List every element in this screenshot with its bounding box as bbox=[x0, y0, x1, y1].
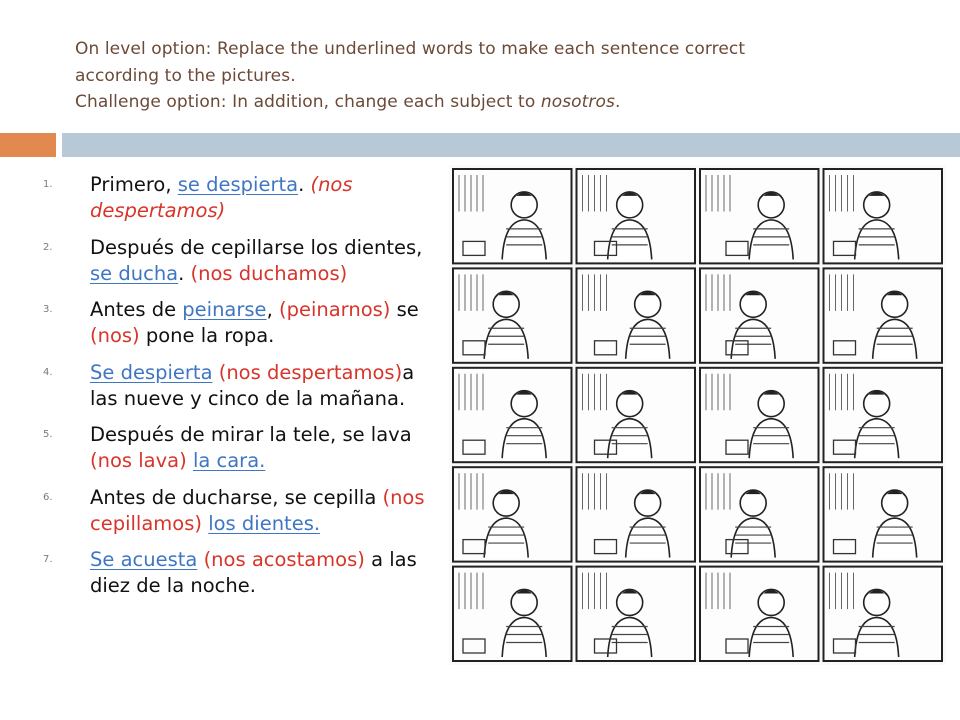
item-number: 6. bbox=[43, 491, 53, 503]
underlined-phrase: se despierta bbox=[177, 173, 299, 196]
comic-panel bbox=[824, 169, 943, 263]
comic-panel bbox=[577, 567, 696, 661]
challenge-subject: nosotros bbox=[540, 92, 615, 112]
item-text: . bbox=[178, 261, 191, 285]
challenge-text: Challenge option: In addition, change each subject to bbox=[75, 92, 541, 112]
instruction-line-2: according to the pictures. bbox=[75, 65, 296, 86]
list-item bbox=[28, 360, 438, 412]
comic-grid-daily-routine-icon bbox=[449, 165, 946, 665]
item-text: a las nueve y cinco de la mañana. bbox=[90, 360, 415, 410]
comic-panel bbox=[453, 169, 572, 263]
sentence-list bbox=[28, 172, 438, 610]
instruction-line-3 bbox=[75, 89, 935, 116]
item-text: a las diez de la noche. bbox=[90, 548, 417, 597]
comic-panel bbox=[700, 368, 819, 462]
item-number: 2. bbox=[43, 241, 53, 253]
underlined-phrase: peinarse bbox=[182, 298, 267, 321]
comic-panel bbox=[824, 567, 943, 661]
underlined-phrase: Se acuesta bbox=[90, 548, 198, 571]
answer-text: (nos despertamos) bbox=[90, 173, 353, 222]
item-text: , bbox=[266, 298, 279, 321]
item-text: se bbox=[390, 298, 419, 321]
item-number: 1. bbox=[43, 179, 53, 190]
list-item bbox=[28, 235, 438, 287]
list-item bbox=[28, 172, 438, 224]
item-number: 7. bbox=[43, 554, 53, 565]
instruction-line-1: On level option: Replace the underlined words to make each sentence correct bbox=[75, 39, 746, 59]
answer-text: (peinarnos) bbox=[278, 298, 391, 321]
underlined-phrase: Se despierta bbox=[90, 360, 213, 384]
comic-grid-picture bbox=[449, 165, 946, 665]
comic-panel bbox=[824, 368, 943, 462]
item-number: 4. bbox=[43, 366, 53, 378]
comic-panel bbox=[453, 467, 572, 561]
comic-panel bbox=[700, 169, 819, 263]
answer-text: (nos lava) bbox=[90, 449, 187, 472]
item-number: 5. bbox=[43, 429, 53, 440]
accent-band-orange bbox=[0, 133, 56, 157]
comic-panel bbox=[577, 368, 696, 462]
answer-text: (nos) bbox=[90, 324, 140, 347]
comic-panel bbox=[577, 169, 696, 263]
answer-text: (nos acostamos) bbox=[203, 548, 365, 571]
comic-panel bbox=[577, 467, 696, 561]
underlined-phrase: la cara. bbox=[192, 449, 266, 472]
answer-text: (nos cepillamos) bbox=[90, 485, 425, 535]
item-text: . bbox=[298, 173, 311, 196]
accent-band-blue bbox=[62, 133, 960, 157]
instructions bbox=[75, 36, 935, 116]
comic-panel bbox=[453, 268, 572, 362]
underlined-phrase: se ducha bbox=[90, 261, 179, 285]
answer-text: (nos despertamos) bbox=[218, 360, 403, 384]
comic-panel bbox=[453, 368, 572, 462]
item-text: Después de cepillarse los dientes, bbox=[90, 235, 423, 259]
comic-panel bbox=[824, 268, 943, 362]
comic-panel bbox=[577, 268, 696, 362]
comic-panel bbox=[824, 467, 943, 561]
item-number: 3. bbox=[43, 304, 53, 315]
comic-panel bbox=[453, 567, 572, 661]
comic-panel bbox=[700, 467, 819, 561]
underlined-phrase: los dientes. bbox=[208, 511, 321, 535]
list-item bbox=[28, 422, 438, 474]
list-item bbox=[28, 547, 438, 599]
item-text: pone la ropa. bbox=[139, 324, 275, 347]
answer-text: (nos duchamos) bbox=[190, 261, 348, 285]
comic-panel bbox=[700, 268, 819, 362]
item-text: Antes de bbox=[90, 298, 183, 321]
comic-panel bbox=[700, 567, 819, 661]
item-text: Después de mirar la tele, se lava bbox=[90, 423, 412, 446]
challenge-end: . bbox=[614, 92, 621, 112]
list-item bbox=[28, 485, 438, 537]
list-item bbox=[28, 297, 438, 349]
item-text: Primero, bbox=[90, 173, 178, 196]
item-text: Antes de ducharse, se cepilla bbox=[90, 485, 383, 509]
